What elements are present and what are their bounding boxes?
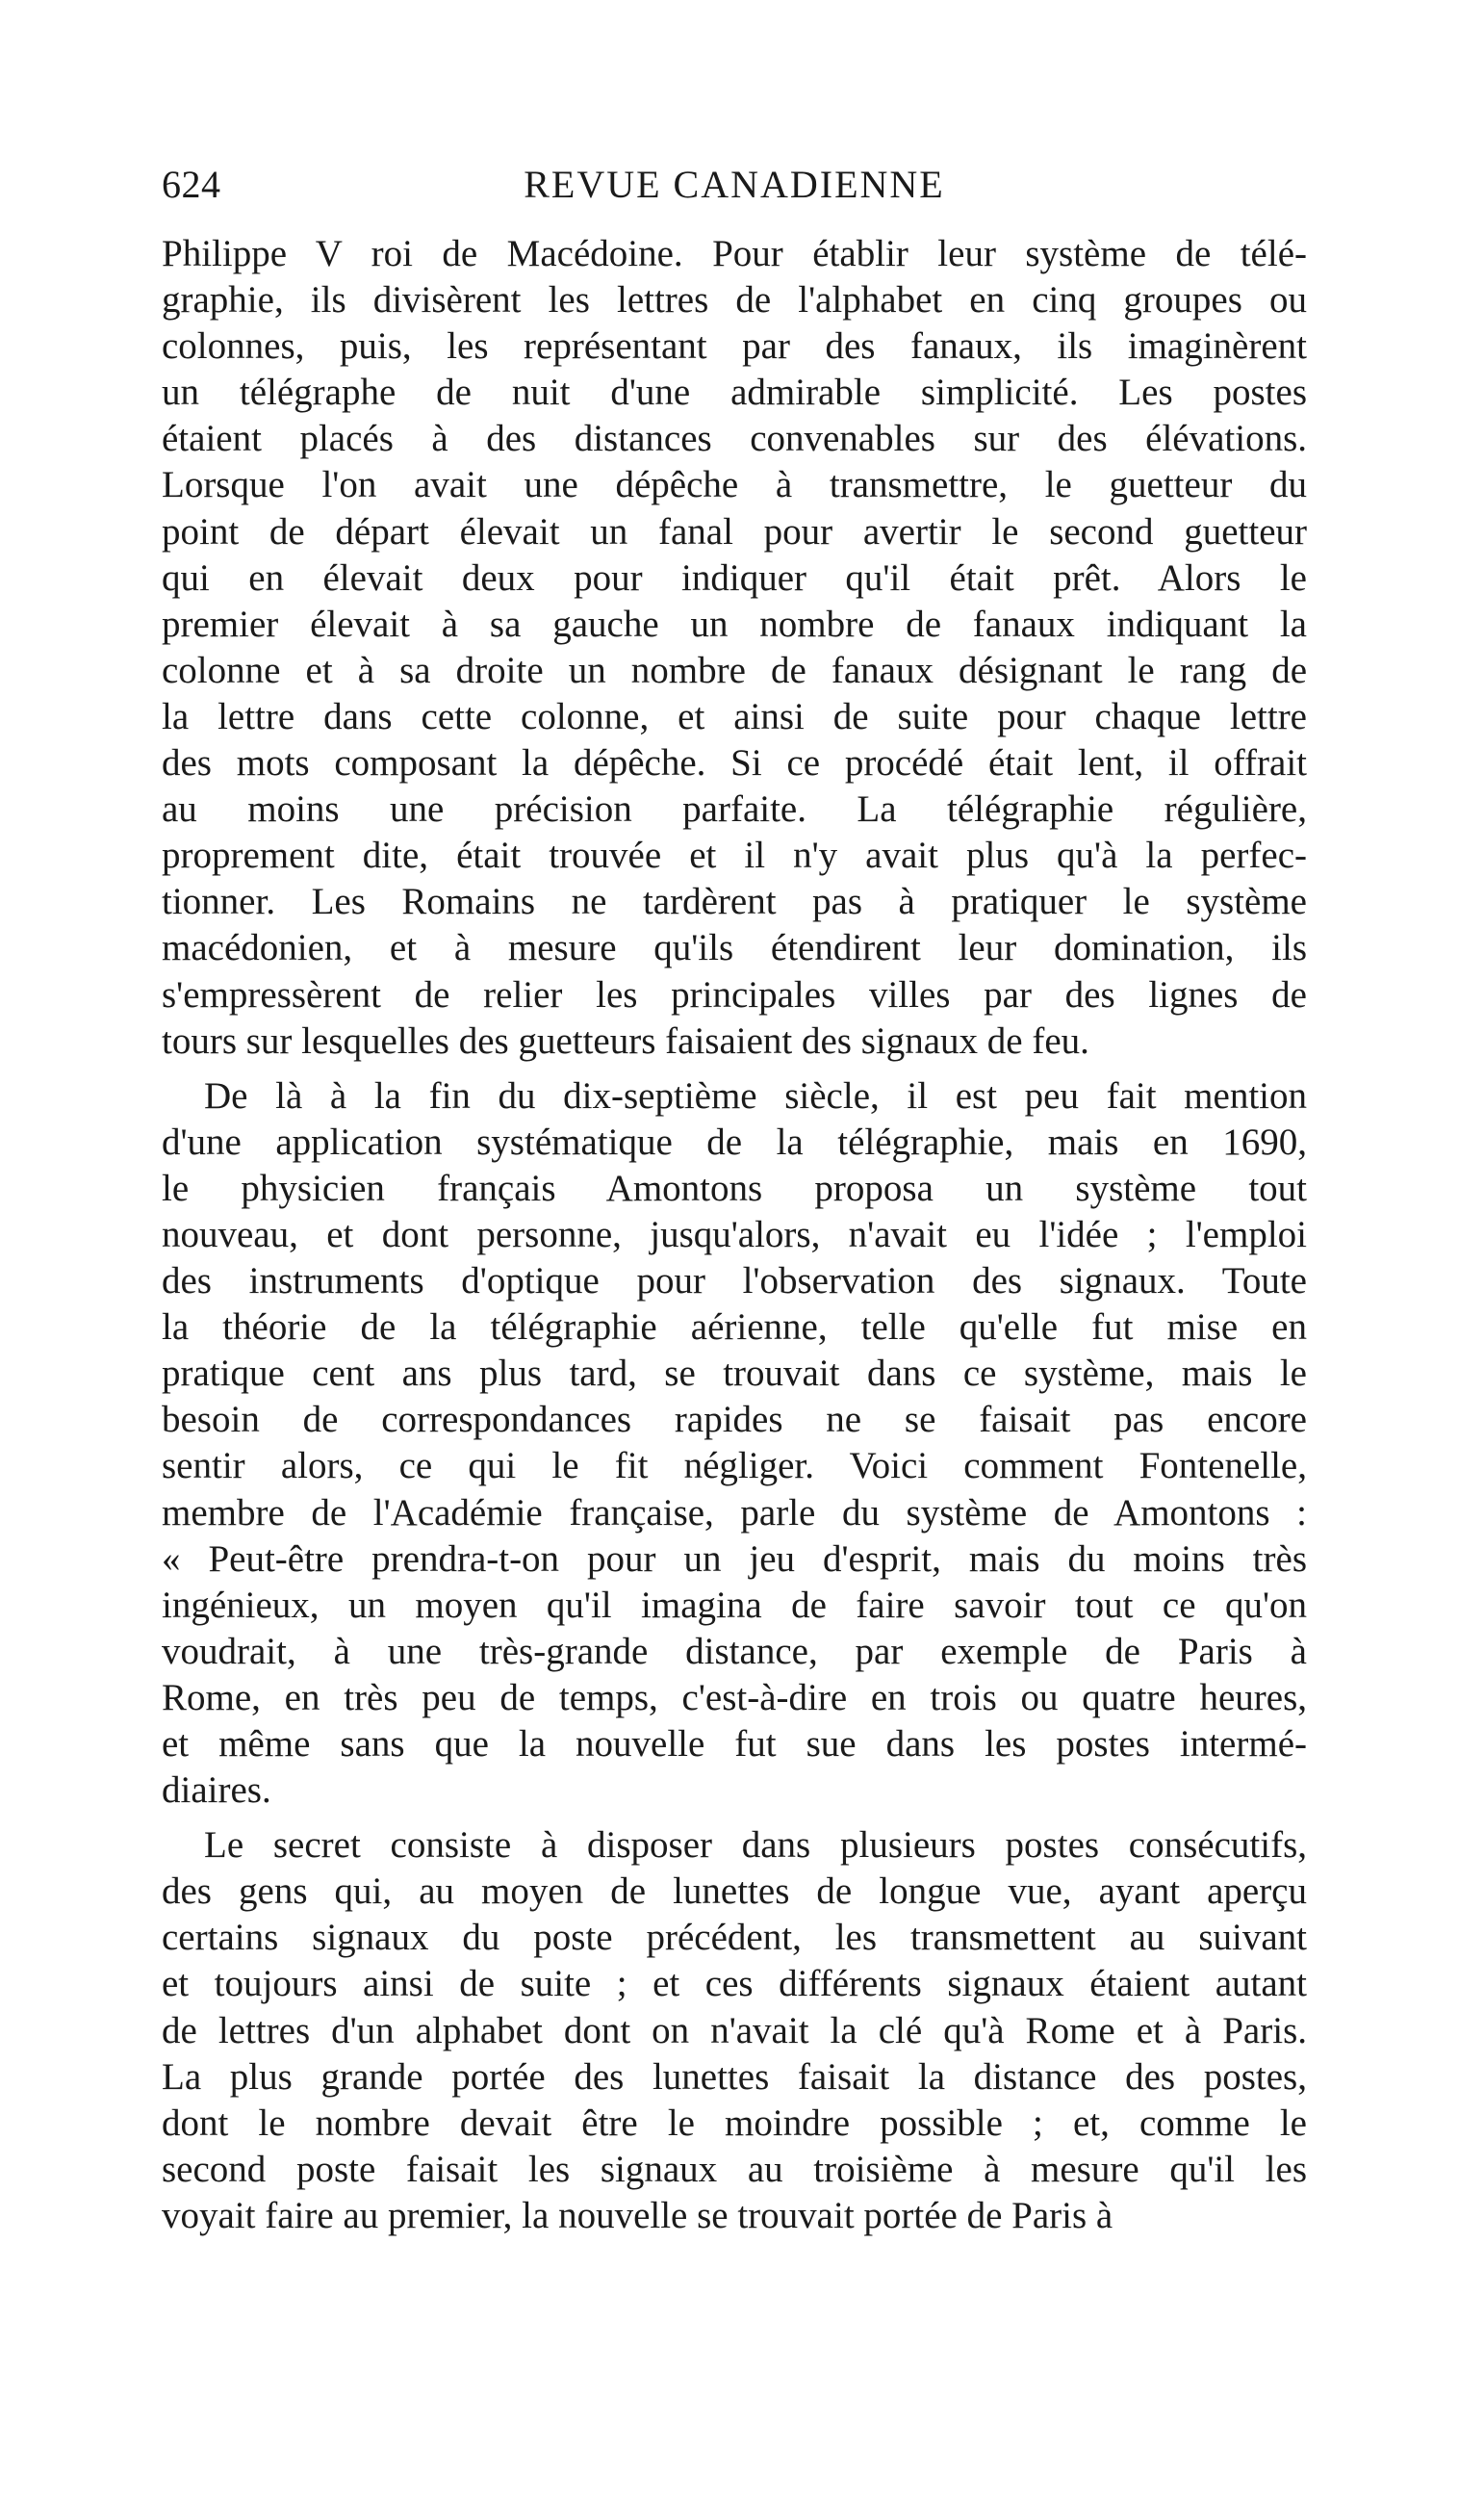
text-line: et toujours ainsi de suite ; et ces différents signaux étaient autant xyxy=(162,1963,1307,2005)
text-line: qui en élevait deux pour indiquer qu'il était prêt. Alors le xyxy=(162,556,1307,599)
text-line: étaient placés à des distances convenables sur des élévations. xyxy=(162,418,1307,460)
text-line: la lettre dans cette colonne, et ainsi de suite pour chaque lettre xyxy=(162,695,1307,737)
text-line: membre de l'Académie française, parle du système de Amontons : xyxy=(162,1491,1307,1534)
text-line: certains signaux du poste précédent, les transmettent au suivant xyxy=(162,1917,1307,1959)
text-line: Rome, en très peu de temps, c'est-à-dire en trois ou quatre heures, xyxy=(162,1676,1307,1718)
text-line: voudrait, à une très-grande distance, par exemple de Paris à xyxy=(162,1630,1307,1672)
text-line: point de départ élevait un fanal pour avertir le second guetteur xyxy=(162,510,1307,553)
text-line: colonne et à sa droite un nombre de fanaux désignant le rang de xyxy=(162,649,1307,691)
body-text xyxy=(162,231,1307,2239)
text-line: et même sans que la nouvelle fut sue dans les postes intermé- xyxy=(162,1723,1307,1765)
text-line: macédonien, et à mesure qu'ils étendirent leur domination, ils xyxy=(162,927,1307,969)
text-line: ingénieux, un moyen qu'il imagina de faire savoir tout ce qu'on xyxy=(162,1584,1307,1626)
text-line: des gens qui, au moyen de lunettes de longue vue, ayant aperçu xyxy=(162,1870,1307,1913)
text-line: « Peut-être prendra-t-on pour un jeu d'esprit, mais du moins très xyxy=(162,1537,1307,1580)
text-line: Philippe V roi de Macédoine. Pour établir leur système de télé- xyxy=(162,233,1307,274)
text-line: besoin de correspondances rapides ne se faisait pas encore xyxy=(162,1399,1307,1441)
text-line: premier élevait à sa gauche un nombre de fanaux indiquant la xyxy=(162,603,1307,645)
text-line: tionner. Les Romains ne tardèrent pas à pratiquer le système xyxy=(162,881,1307,923)
text-line: au moins une précision parfaite. La télégraphie régulière, xyxy=(162,788,1307,831)
text-line: graphie, ils divisèrent les lettres de l'alphabet en cinq groupes ou xyxy=(162,279,1307,322)
text-line: Le secret consiste à disposer dans plusieurs postes consécutifs, xyxy=(204,1824,1307,1867)
text-line: colonnes, puis, les représentant par des fanaux, ils imaginèrent xyxy=(162,325,1307,368)
text-line: second poste faisait les signaux au troisième à mesure qu'il les xyxy=(162,2148,1307,2190)
text-line: dont le nombre devait être le moindre possible ; et, comme le xyxy=(162,2101,1307,2144)
text-line: sentir alors, ce qui le fit négliger. Voici comment Fontenelle, xyxy=(162,1445,1307,1487)
text-line: tours sur lesquelles des guetteurs faisaient des signaux de feu. xyxy=(162,1019,1089,1062)
text-line: des mots composant la dépêche. Si ce procédé était lent, il offrait xyxy=(162,742,1307,785)
text-line: proprement dite, était trouvée et il n'y avait plus qu'à la perfec- xyxy=(162,835,1307,877)
paragraph xyxy=(162,1073,1307,1815)
page-header xyxy=(162,162,1307,219)
text-line: Lorsque l'on avait une dépêche à transmettre, le guetteur du xyxy=(162,464,1307,506)
text-line: de lettres d'un alphabet dont on n'avait la clé qu'à Rome et à Paris. xyxy=(162,2009,1307,2051)
text-line: diaires. xyxy=(162,1769,271,1812)
text-line: pratique cent ans plus tard, se trouvait dans ce système, mais le xyxy=(162,1353,1307,1395)
running-title: REVUE CANADIENNE xyxy=(524,163,945,206)
text-line: La plus grande portée des lunettes faisait la distance des postes, xyxy=(162,2055,1307,2098)
text-line: des instruments d'optique pour l'observation des signaux. Toute xyxy=(162,1260,1307,1302)
text-line: d'une application systématique de la télégraphie, mais en 1690, xyxy=(162,1121,1307,1163)
text-line: un télégraphe de nuit d'une admirable simplicité. Les postes xyxy=(162,372,1307,414)
text-line: le physicien français Amontons proposa un système tout xyxy=(162,1167,1307,1209)
text-line: s'empressèrent de relier les principales villes par des lignes de xyxy=(162,973,1307,1016)
text-line: voyait faire au premier, la nouvelle se trouvait portée de Paris à xyxy=(162,2194,1113,2236)
page-number: 624 xyxy=(162,163,221,206)
paragraph xyxy=(162,1822,1307,2239)
text-line: De là à la fin du dix-septième siècle, il est peu fait mention xyxy=(204,1074,1307,1117)
text-line: nouveau, et dont personne, jusqu'alors, n'avait eu l'idée ; l'emploi xyxy=(162,1213,1307,1255)
paragraph xyxy=(162,231,1307,1065)
text-line: la théorie de la télégraphie aérienne, telle qu'elle fut mise en xyxy=(162,1306,1307,1349)
